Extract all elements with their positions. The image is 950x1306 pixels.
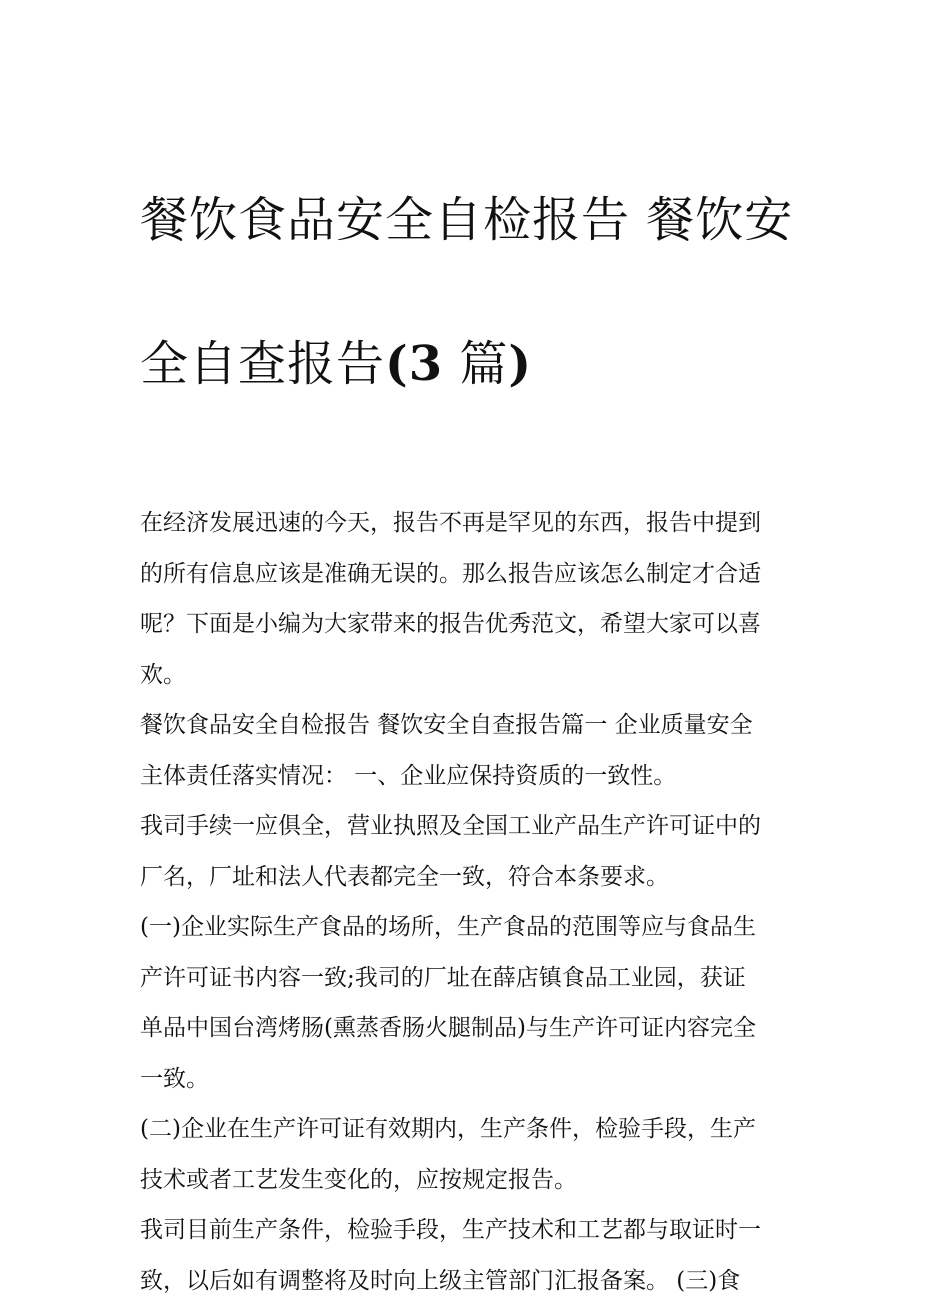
document-page <box>140 112 812 1306</box>
text-line: 我司目前生产条件，检验手段，生产技术和工艺都与取证时一 <box>140 1205 812 1256</box>
title-paren: ) <box>508 336 532 392</box>
text-line: 餐饮食品安全自检报告 餐饮安全自查报告篇一 企业质量安全 <box>140 700 812 751</box>
text-line: (一)企业实际生产食品的场所，生产食品的范围等应与食品生 <box>140 902 812 953</box>
document-title <box>140 112 812 472</box>
text-line: 主体责任落实情况： 一、企业应保持资质的一致性。 <box>140 751 812 802</box>
paragraph-intro <box>140 498 812 700</box>
paragraph-qualification <box>140 801 812 902</box>
text-line: 产许可证书内容一致;我司的厂址在薛店镇食品工业园，获证 <box>140 953 812 1004</box>
text-line: 技术或者工艺发生变化的，应按规定报告。 <box>140 1155 812 1206</box>
text-line: 呢？下面是小编为大家带来的报告优秀范文，希望大家可以喜 <box>140 599 812 650</box>
paragraph-section-heading <box>140 700 812 801</box>
text-line: 一致。 <box>140 1054 812 1105</box>
title-line: 餐饮食品安全自检报告 餐饮安 <box>140 184 812 256</box>
paragraph-item-two <box>140 1104 812 1205</box>
text-line: 欢。 <box>140 650 812 701</box>
text-line: 厂名，厂址和法人代表都完全一致，符合本条要求。 <box>140 852 812 903</box>
title-line: 全自查报告(3 篇) <box>140 328 812 400</box>
title-count: (3 <box>385 336 443 392</box>
paragraph-item-one <box>140 902 812 1104</box>
text-line: (二)企业在生产许可证有效期内，生产条件，检验手段，生产 <box>140 1104 812 1155</box>
text-line: 单品中国台湾烤肠(熏蒸香肠火腿制品)与生产许可证内容完全 <box>140 1003 812 1054</box>
text-line: 在经济发展迅速的今天，报告不再是罕见的东西，报告中提到 <box>140 498 812 549</box>
text-line: 致，以后如有调整将及时向上级主管部门汇报备案。 (三)食 <box>140 1256 812 1306</box>
text-line: 我司手续一应俱全，营业执照及全国工业产品生产许可证中的 <box>140 801 812 852</box>
text-line: 的所有信息应该是准确无误的。那么报告应该怎么制定才合适 <box>140 549 812 600</box>
document-body <box>140 498 812 1306</box>
paragraph-current-conditions <box>140 1205 812 1306</box>
